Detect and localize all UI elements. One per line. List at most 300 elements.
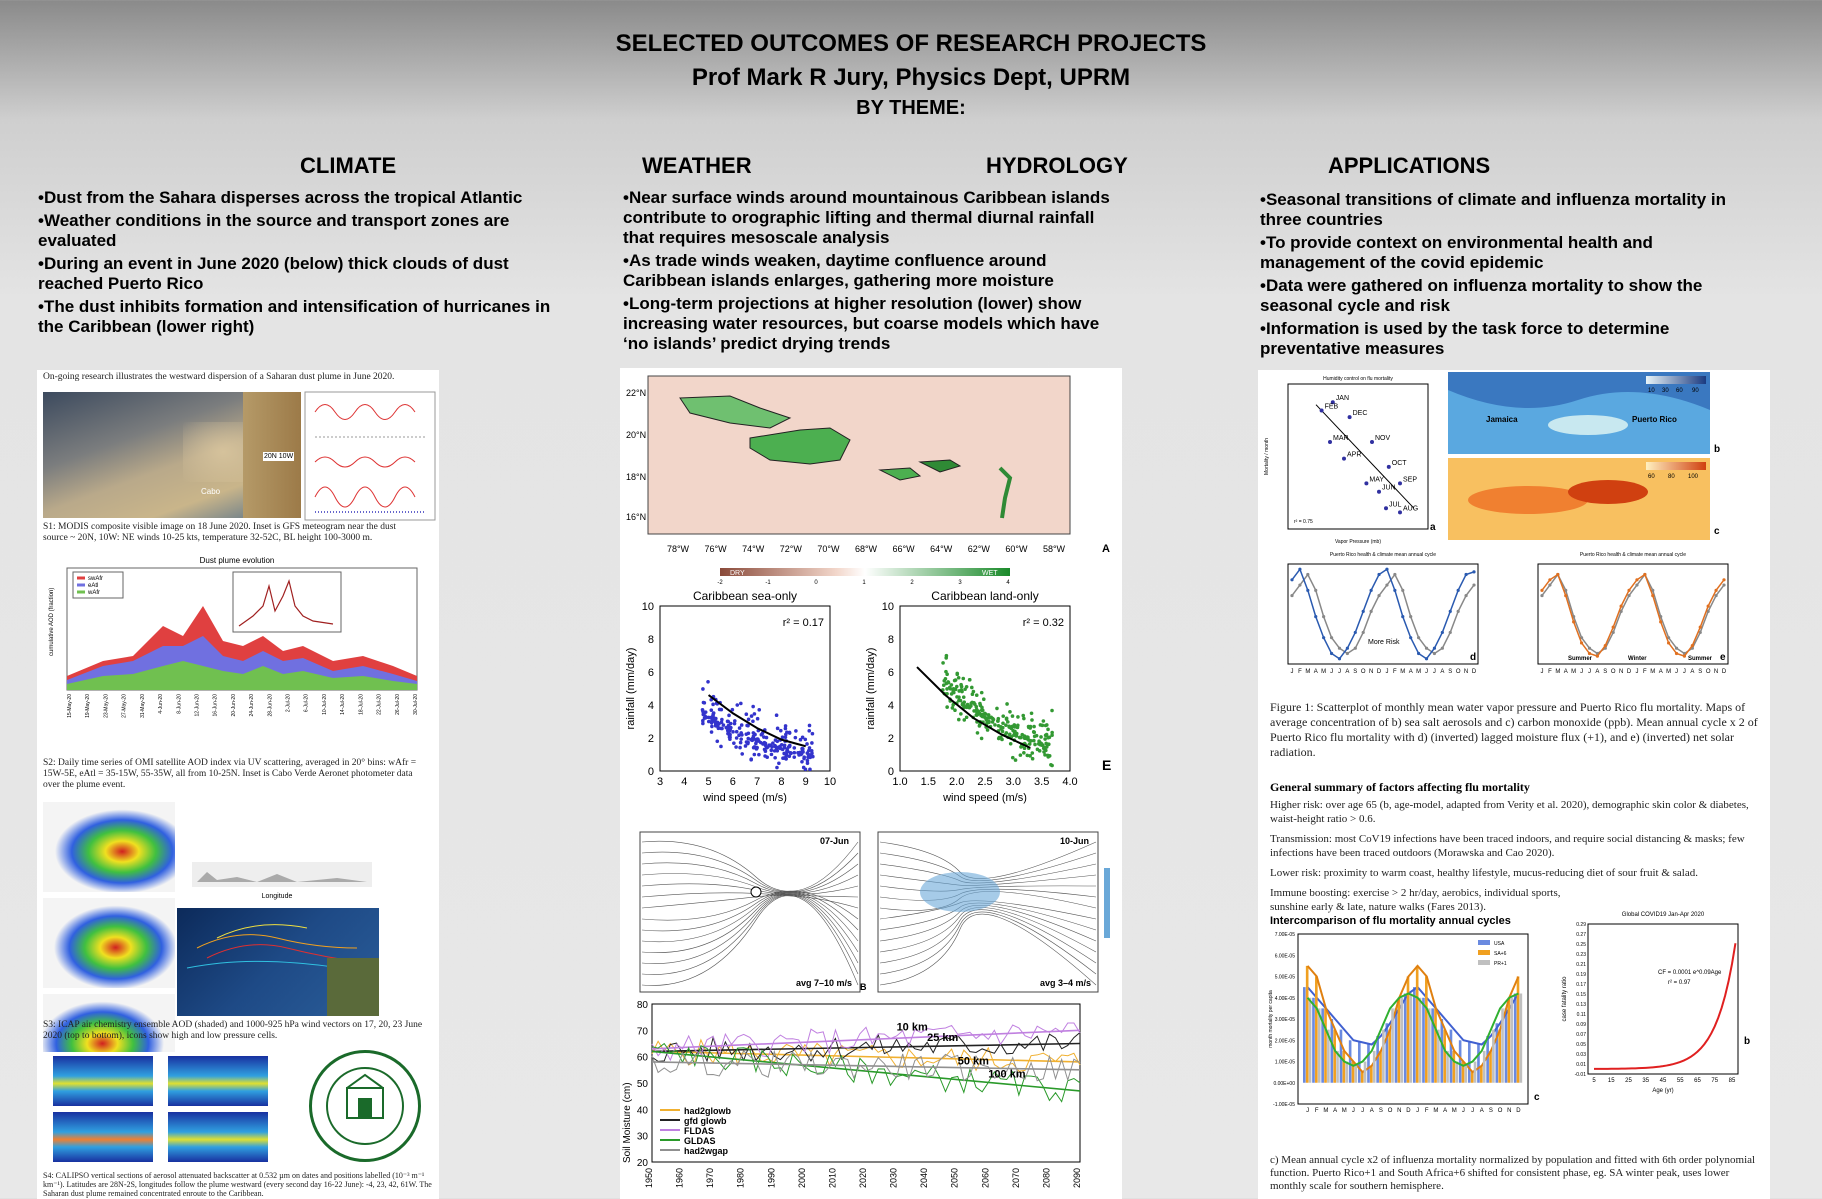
x-tick: 2.0	[949, 776, 965, 788]
month-tick: A	[1479, 1108, 1484, 1114]
data-point	[953, 708, 957, 712]
s2-caption: S2: Daily time series of OMI satellite AOD index via UV scattering, averaged in 20° bins: wAfr = 15W-5E, eAtl = 35-15W, 55-35W, all from 10-25N. Inset is Cabo Verde Aeronet photometer data over the plume event.	[43, 758, 417, 790]
legend-label: PR+1	[1494, 961, 1507, 967]
bar	[1441, 1019, 1444, 1083]
bar	[1422, 998, 1425, 1083]
poster-author: Prof Mark R Jury, Physics Dept, UPRM	[691, 64, 1131, 91]
month-tick: A	[1690, 669, 1695, 675]
bar	[1312, 998, 1315, 1083]
date-tick: 8-Jun-20	[176, 694, 183, 714]
data-point	[1393, 573, 1396, 576]
month-tick: N	[1507, 1108, 1512, 1114]
bar	[1501, 1008, 1504, 1082]
y-tick: 1.00E-05	[1274, 1059, 1295, 1066]
date-tick: 4-Jun-20	[158, 694, 165, 714]
weather-panel	[620, 368, 1122, 1199]
data-point	[800, 747, 804, 751]
data-point	[1564, 594, 1567, 597]
data-point	[1384, 506, 1388, 510]
data-point	[1722, 578, 1725, 581]
date-tick: 2-Jul-20	[285, 694, 292, 713]
month-tick: D	[1376, 669, 1382, 675]
data-point	[1019, 736, 1023, 740]
month-tick: D	[1721, 669, 1727, 675]
r2-label: r² = 0.32	[1022, 617, 1064, 629]
legend-label: had2wgap	[684, 1146, 729, 1156]
month-tick: M	[1451, 1108, 1457, 1114]
data-point	[726, 720, 730, 724]
data-point	[1548, 578, 1551, 581]
bullet: •Data were gathered on influenza mortality to show the seasonal cycle and risk	[1260, 276, 1703, 315]
data-point	[729, 722, 733, 726]
data-point	[1027, 738, 1031, 742]
month-tick: S	[1448, 669, 1453, 675]
data-point	[1004, 723, 1008, 727]
data-point	[719, 708, 723, 712]
month-tick: M	[1323, 1108, 1329, 1114]
data-point	[1612, 626, 1615, 629]
data-point	[1387, 465, 1391, 469]
data-point	[811, 732, 815, 736]
gfs-meteogram	[305, 392, 435, 520]
data-point	[751, 705, 755, 709]
theme-climate: CLIMATE	[300, 153, 397, 178]
y-tick: 5.00E-05	[1274, 974, 1295, 981]
data-point	[792, 746, 796, 750]
data-point	[942, 679, 946, 683]
data-point	[764, 743, 768, 747]
data-point	[1046, 728, 1050, 732]
bar	[1425, 977, 1428, 1083]
map2-tick: 100	[1688, 474, 1699, 480]
data-point	[1322, 615, 1325, 618]
month-tick: O	[1497, 1108, 1503, 1114]
month-tick: M	[1666, 669, 1672, 675]
data-point	[965, 715, 969, 719]
x-tick: 3	[656, 776, 664, 788]
x-tick: 35	[1642, 1078, 1650, 1084]
month-tick: M	[1555, 669, 1561, 675]
date-tick: 26-Jul-20	[394, 694, 401, 715]
legend-label: USA	[1494, 941, 1505, 947]
data-point	[740, 752, 744, 756]
point-label: OCT	[1391, 459, 1407, 467]
data-point	[712, 711, 716, 715]
x-tick: 1960	[674, 1168, 685, 1189]
dry-label: DRY	[730, 570, 745, 577]
lon-label: 58°W	[1042, 544, 1066, 554]
y-tick: 0.15	[1576, 992, 1586, 998]
bar	[1419, 998, 1422, 1083]
y-tick: 0.21	[1576, 962, 1586, 968]
month-tick: N	[1713, 669, 1719, 675]
data-point	[962, 695, 966, 699]
y-tick: 0.29	[1576, 922, 1586, 928]
bar	[1367, 1045, 1370, 1083]
data-point	[731, 730, 735, 734]
data-point	[1675, 652, 1678, 655]
data-point	[1472, 583, 1475, 586]
data-point	[1001, 726, 1005, 730]
month-tick: M	[1416, 669, 1422, 675]
data-point	[1691, 644, 1694, 647]
y-tick: 0.17	[1576, 982, 1586, 988]
y-tick: 0.05	[1576, 1042, 1586, 1048]
data-point	[1306, 573, 1309, 576]
data-point	[993, 723, 997, 727]
bar	[1331, 1019, 1334, 1083]
data-point	[728, 735, 732, 739]
data-point	[950, 683, 954, 687]
data-point	[738, 726, 742, 730]
data-point	[1022, 751, 1026, 755]
legend-label: gfd glowb	[684, 1116, 727, 1126]
month-tick: D	[1626, 669, 1632, 675]
month-tick: J	[1385, 669, 1389, 675]
poster-title: SELECTED OUTCOMES OF RESEARCH PROJECTS	[615, 30, 1207, 57]
x-tick: 45	[1659, 1078, 1667, 1084]
date-tick: 24-Jun-20	[249, 694, 256, 717]
scatter-title: Caribbean sea-only	[692, 589, 798, 603]
applications-summary	[1258, 780, 1770, 1199]
data-point	[1627, 589, 1630, 592]
month-tick: A	[1440, 669, 1445, 675]
flu-humidity-panel	[1258, 370, 1770, 548]
data-point	[1433, 652, 1436, 655]
x-tick: 75	[1711, 1078, 1719, 1084]
map1-tick: 90	[1692, 388, 1699, 394]
point-label: FEB	[1324, 403, 1339, 411]
bar	[1510, 998, 1513, 1083]
y-tick: 2.00E-05	[1274, 1038, 1295, 1045]
data-point	[775, 740, 779, 744]
data-point	[1041, 724, 1045, 728]
season-label: Summer	[1688, 656, 1713, 662]
month-tick: J	[1580, 669, 1584, 675]
data-point	[1039, 735, 1043, 739]
y-tick: 0	[887, 766, 894, 778]
data-point	[1044, 749, 1048, 753]
y-tick: 0.00E+00	[1273, 1080, 1295, 1087]
data-point	[734, 745, 738, 749]
data-point	[706, 680, 710, 684]
data-point	[1635, 583, 1638, 586]
y-tick: 10	[881, 601, 894, 613]
modis-satellite-image	[43, 392, 301, 518]
x-tick: 1990	[766, 1168, 777, 1189]
month-tick: F	[1424, 1108, 1429, 1114]
data-point	[1588, 652, 1591, 655]
applications-figure1	[1258, 370, 1770, 780]
applications-bullets	[1260, 190, 1760, 362]
lat-label: 22°N	[626, 388, 647, 398]
data-point	[719, 745, 723, 749]
resolution-label: 50 km	[957, 1055, 989, 1068]
month-tick: D	[1516, 1108, 1521, 1114]
x-tick: 1950	[644, 1168, 654, 1189]
data-point	[1580, 641, 1583, 644]
data-point	[810, 741, 814, 745]
summary-item: Immune boosting: exercise > 2 hr/day, aerobics, individual sports, sunshine early & late, nature walks (Fares 2013).	[1270, 887, 1561, 913]
data-point	[959, 699, 963, 703]
data-point	[1028, 754, 1032, 758]
bar	[1382, 1030, 1385, 1083]
data-point	[1322, 636, 1325, 639]
bar	[1379, 1051, 1382, 1083]
risk-label: More Risk	[1368, 639, 1400, 646]
data-point	[753, 745, 757, 749]
contour-plots	[620, 828, 1122, 996]
y-tick: 80	[636, 1000, 648, 1011]
x-tick: 2040	[919, 1168, 930, 1189]
plot-frame	[1588, 924, 1738, 1074]
data-point	[1362, 631, 1365, 634]
bar	[1373, 1051, 1376, 1083]
data-point	[1330, 636, 1333, 639]
data-point	[1364, 481, 1368, 485]
data-point	[1401, 615, 1404, 618]
bar	[1498, 1030, 1501, 1083]
data-point	[735, 730, 739, 734]
data-point	[808, 768, 812, 772]
panel-letter: c	[1534, 1092, 1540, 1103]
point-label: NOV	[1375, 435, 1391, 442]
data-point	[1433, 647, 1436, 650]
data-point	[970, 686, 974, 690]
map2-tick: 80	[1668, 474, 1675, 480]
summary-item: Transmission: most CoV19 infections have been traced indoors, and require social distancing & masks; few infections have been traced outdoors (Morawska and Cao 2020).	[1270, 833, 1745, 859]
rainfall-trend-map	[620, 368, 1122, 586]
data-point	[783, 744, 787, 748]
month-tick: F	[1548, 669, 1552, 675]
data-point	[941, 661, 945, 665]
data-point	[702, 711, 706, 715]
bullet: •Long-term projections at higher resolution (lower) show increasing water resources, but coarse models which have ‘no islands’ predict drying trends	[623, 294, 1100, 353]
month-tick: F	[1314, 1108, 1319, 1114]
y-tick: 6	[647, 667, 654, 679]
x-tick: 4	[681, 776, 688, 788]
bullet: •The dust inhibits formation and intensification of hurricanes in the Caribbean (lower right)	[38, 297, 551, 336]
map1-tick: 10	[1648, 388, 1655, 394]
data-point	[955, 672, 959, 676]
data-point	[995, 707, 999, 711]
data-point	[1393, 589, 1396, 592]
lon-label: 60°W	[1005, 544, 1028, 554]
map1-letter: b	[1714, 444, 1721, 455]
data-point	[1016, 724, 1020, 728]
x-tick: 1970	[705, 1168, 716, 1189]
data-point	[1398, 510, 1402, 514]
bar	[1416, 966, 1419, 1083]
month-tick: S	[1603, 669, 1608, 675]
date-tick: 10-Jul-20	[321, 694, 328, 715]
data-point	[988, 716, 992, 720]
bar	[1407, 977, 1410, 1083]
bar	[1434, 1008, 1437, 1082]
legend-swatch	[1478, 960, 1490, 965]
map1-tick: 30	[1662, 388, 1669, 394]
data-point	[701, 687, 705, 691]
data-point	[716, 725, 720, 729]
data-point	[1013, 730, 1017, 734]
data-point	[792, 751, 796, 755]
month-tick: J	[1540, 669, 1544, 675]
point-label: MAY	[1369, 476, 1385, 484]
fit-equation: CF = 0.0001 e^0.09Age	[1658, 970, 1722, 976]
data-point	[968, 678, 972, 682]
data-point	[751, 719, 755, 723]
data-point	[955, 695, 959, 699]
data-point	[1290, 578, 1293, 581]
data-point	[957, 676, 961, 680]
data-point	[1635, 578, 1638, 581]
data-point	[1028, 726, 1032, 730]
x-tick: 5	[1592, 1078, 1596, 1084]
data-point	[775, 766, 779, 770]
month-tick: M	[1650, 669, 1656, 675]
data-point	[1714, 589, 1717, 592]
bar	[1505, 1008, 1508, 1082]
y-tick: 0	[647, 766, 654, 778]
lon-label: 72°W	[779, 544, 802, 554]
data-point	[1019, 753, 1023, 757]
month-tick: J	[1432, 669, 1436, 675]
y-tick: 0.01	[1576, 1062, 1586, 1068]
data-point	[710, 708, 714, 712]
y-tick: 4.00E-05	[1274, 995, 1295, 1002]
s1-caption: S1: MODIS composite visible image on 18 June 2020. Inset is GFS meteogram near the dust source ~ 20N, 10W: NE winds 10-25 kts, temperature 32-52C, BL height 100-3000 m.	[43, 522, 397, 543]
bullet: •Dust from the Sahara disperses across the tropical Atlantic	[38, 188, 523, 207]
data-point	[975, 693, 979, 697]
y-tick: 40	[636, 1105, 648, 1117]
y-tick: 0.27	[1576, 932, 1586, 938]
legend-label: SA+6	[1494, 951, 1507, 957]
data-point	[961, 677, 965, 681]
month-tick: O	[1455, 669, 1461, 675]
summary-item: Higher risk: over age 65 (b, age-model, adapted from Verity et al. 2020), demographic skin color & diabetes, waist-height ratio > 0.6.	[1270, 799, 1749, 825]
data-point	[703, 701, 707, 705]
month-tick: J	[1587, 669, 1591, 675]
chart-title: Puerto Rico health & climate mean annual cycle	[1579, 552, 1687, 558]
lon-label: 76°W	[704, 544, 727, 554]
data-point	[753, 733, 757, 737]
y-label: Soil Moisture (cm)	[622, 1082, 633, 1163]
bar	[1453, 1051, 1456, 1083]
data-point	[1620, 605, 1623, 608]
data-point	[1417, 652, 1420, 655]
data-point	[1005, 716, 1009, 720]
bar	[1410, 994, 1413, 1083]
lon-label: 74°W	[742, 544, 765, 554]
data-point	[735, 736, 739, 740]
data-point	[1457, 589, 1460, 592]
bullet: •To provide context on environmental health and management of the covid epidemic	[1260, 233, 1653, 272]
data-point	[792, 755, 796, 759]
data-point	[794, 736, 798, 740]
month-tick: O	[1360, 669, 1366, 675]
y-tick: -1.00E-05	[1273, 1102, 1295, 1108]
data-point	[1044, 742, 1048, 746]
month-tick: M	[1305, 669, 1311, 675]
data-point	[1370, 440, 1374, 444]
data-point	[1667, 641, 1670, 644]
lat-label: 18°N	[626, 472, 647, 482]
data-point	[1409, 636, 1412, 639]
bar	[1364, 1062, 1367, 1083]
panel-letter: e	[1720, 652, 1726, 663]
plume-legend-1: eAtl	[88, 583, 99, 589]
data-point	[777, 761, 781, 765]
x-tick: 8	[778, 776, 785, 788]
data-point	[1298, 568, 1301, 571]
data-point	[1370, 610, 1373, 613]
panel-letter: d	[1470, 652, 1477, 663]
bar	[1413, 987, 1416, 1083]
data-point	[949, 687, 953, 691]
month-tick: A	[1333, 1108, 1338, 1114]
data-point	[1346, 652, 1349, 655]
dust-plume-chart	[43, 566, 433, 726]
data-point	[1449, 631, 1452, 634]
data-point	[1441, 631, 1444, 634]
data-point	[733, 722, 737, 726]
colorbar-tick: -1	[765, 580, 771, 586]
date-tick: 16-Jun-20	[212, 694, 219, 717]
y-tick: 0.13	[1576, 1002, 1586, 1008]
data-point	[1401, 589, 1404, 592]
colorbar-tick: 1	[862, 580, 866, 586]
y-tick: 60	[636, 1052, 648, 1064]
data-point	[969, 702, 973, 706]
point-label: SEP	[1403, 476, 1418, 484]
x-tick: 5	[705, 776, 712, 788]
date-tick: 18-Jul-20	[358, 694, 365, 715]
data-point	[1472, 570, 1475, 573]
colorbar-tick: -2	[717, 580, 723, 586]
contour2-avg: avg 3–4 m/s	[1040, 978, 1092, 988]
data-point	[729, 726, 733, 730]
date-tick: 28-Jun-20	[267, 694, 274, 717]
plume-ylabel: cumulative AOD (fraction)	[49, 587, 55, 656]
date-tick: 22-Jul-20	[376, 694, 383, 715]
data-point	[710, 725, 714, 729]
chart-title: Intercomparison of flu mortality annual cycles	[1270, 915, 1511, 927]
data-point	[1043, 737, 1047, 741]
data-point	[800, 760, 804, 764]
bar	[1361, 1072, 1364, 1083]
data-point	[1042, 719, 1046, 723]
data-point	[980, 737, 984, 741]
x-tick: 10	[823, 776, 837, 788]
month-tick: N	[1463, 669, 1469, 675]
lat-label: 16°N	[626, 512, 647, 522]
data-point	[735, 703, 739, 707]
bar	[1355, 1066, 1358, 1083]
caption-c: c) Mean annual cycle x2 of influenza mortality normalized by population and fitted with 6th order polynomial function. Puerto Rico+1 and South Africa+6 shifted for consistent phase, eg. SA winter peak, uses lower monthly scale for southern hemisphere.	[1270, 1154, 1756, 1192]
bar	[1395, 1008, 1398, 1082]
bar	[1465, 1066, 1468, 1083]
chart-title: Humidity control on flu mortality	[1323, 376, 1393, 382]
contour1-avg: avg 7–10 m/s	[796, 978, 853, 988]
data-point	[755, 739, 759, 743]
bar	[1398, 998, 1401, 1083]
data-point	[1011, 714, 1015, 718]
map-letter: A	[1102, 543, 1110, 555]
x-tick: 4.0	[1062, 776, 1078, 788]
y-tick: 30	[636, 1131, 648, 1143]
bar	[1508, 998, 1511, 1083]
point-label: JUL	[1389, 501, 1402, 509]
